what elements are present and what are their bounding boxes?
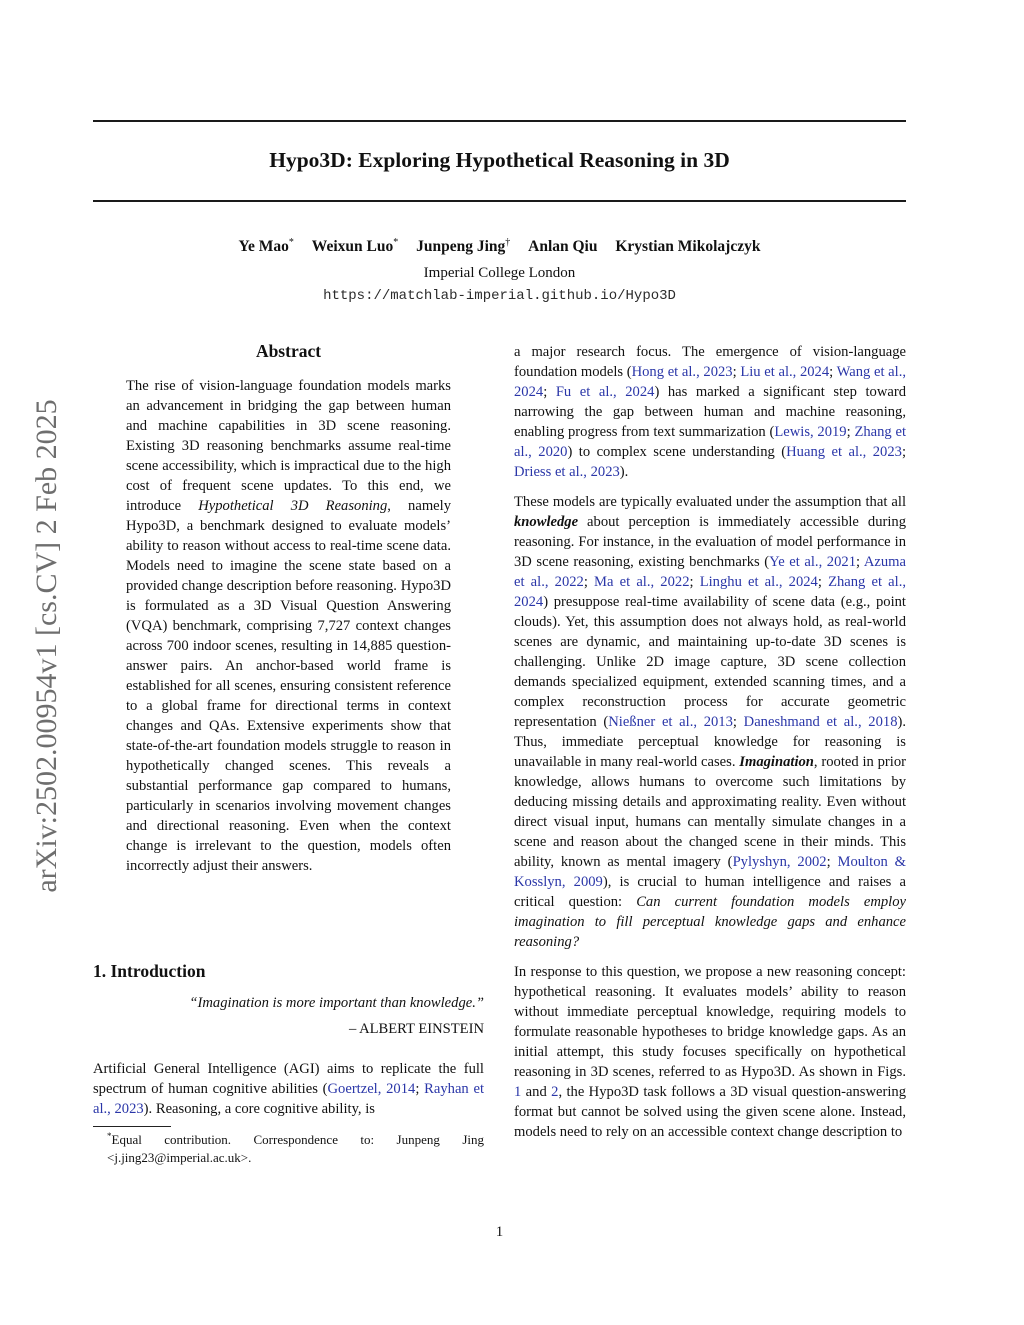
citation-link[interactable]: Daneshmand et al., 2018 bbox=[743, 714, 898, 730]
author: Junpeng Jing† bbox=[416, 237, 511, 255]
citation-link[interactable]: Liu et al., 2024 bbox=[740, 364, 830, 380]
citation-link[interactable]: Wang et al., 2024 bbox=[514, 364, 907, 400]
author: Ye Mao* bbox=[238, 237, 294, 255]
citation-link[interactable]: Rayhan et al., 2023 bbox=[93, 1081, 485, 1117]
epigraph-quote: “Imagination is more important than knowledge.” bbox=[189, 995, 484, 1011]
author: Weixun Luo* bbox=[311, 237, 399, 255]
citation-link[interactable]: Lewis, 2019 bbox=[774, 424, 847, 440]
citation-link[interactable]: Ma et al., 2022 bbox=[594, 574, 690, 590]
paragraph: In response to this question, we propose a new reasoning concept: hypothetical reasoning. It evaluates models’ ability to reason without immediate perceptual knowledge, requiring models to formulate reasonable hypotheses to bridge knowledge gaps. As an initial attempt, this study focuses specifically on hypothetical reasoning in 3D scenes, referred to as Hypo3D. As shown in Figs. 1 and 2, the Hypo3D task follows a 3D visual question-answering format but cannot be solved using the given scene alone. Instead, models need to rely on an accessible context change description to bbox=[514, 964, 906, 1140]
citation-link[interactable]: Driess et al., 2023 bbox=[514, 464, 620, 480]
figure-link[interactable]: 2 bbox=[551, 1084, 559, 1100]
intro-paragraph: Artificial General Intelligence (AGI) aims to replicate the full spectrum of human cognitive abilities (Goertzel, 2014; Rayhan et al., 2023). Reasoning, a core cognitive ability, is bbox=[93, 1061, 485, 1117]
paragraph: a major research focus. The emergence of vision-language foundation models (Hong et al., 2023; Liu et al., 2024; Wang et al., 2024; Fu et al., 2024) has marked a significant step toward narrowing the gap between human and machine reasoning, enabling progress from text summarization (Lewis, 2019; Zhang et al., 2020) to complex scene understanding (Huang et al., 2023; Driess et al., 2023). bbox=[514, 344, 907, 480]
citation-link[interactable]: Nießner et al., 2013 bbox=[608, 714, 733, 730]
title-bottom-rule bbox=[93, 200, 906, 202]
citation-link[interactable]: Zhang et al., 2024 bbox=[514, 574, 906, 610]
page-number: 1 bbox=[495, 1224, 504, 1240]
footnote: *Equal contribution. Correspondence to: Junpeng Jing <j.jing23@imperial.ac.uk>. bbox=[107, 1131, 484, 1165]
citation-link[interactable]: Azuma et al., 2022 bbox=[514, 554, 906, 590]
right-column bbox=[514, 342, 906, 1152]
figure-link[interactable]: 1 bbox=[514, 1084, 522, 1100]
author-list bbox=[93, 236, 906, 258]
citation-link[interactable]: Pylyshyn, 2002 bbox=[732, 854, 827, 870]
citation-link[interactable]: Huang et al., 2023 bbox=[786, 444, 902, 460]
paper-title: Hypo3D: Exploring Hypothetical Reasoning in 3D bbox=[269, 148, 730, 172]
citation-link[interactable]: Goertzel, 2014 bbox=[327, 1081, 416, 1097]
citation-link[interactable]: Ye et al., 2021 bbox=[769, 554, 856, 570]
abstract-text: The rise of vision-language foundation models marks an advancement in bridging the gap between human and machine capabilities in 3D scene reasoning. Existing 3D reasoning benchmarks assume real-time scene accessibility, which is impractical due to the high cost of frequent scene updates. To this end, we introduce Hypothetical 3D Reasoning, namely Hypo3D, a benchmark designed to evaluate models’ ability to reason without access to real-time scene data. Models need to imagine the scene state based on a provided change description before reasoning. Hypo3D is formulated as a 3D Visual Question Answering (VQA) benchmark, comprising 7,727 context changes across 700 indoor scenes, resulting in 14,885 question-answer pairs. An anchor-based world frame is established for all scenes, ensuring consistent reference to a global frame for directional terms in context changes and QAs. Extensive experiments show that state-of-the-art foundation models struggle to reason in hypothetically changed scenes. This reveals a substantial performance gap compared to humans, particularly in scenarios involving movement changes and directional reasoning. Even when the context change is irrelevant to the question, models often incorrectly adjust their answers. bbox=[126, 378, 451, 874]
citation-link[interactable]: Moulton & Kosslyn, 2009 bbox=[514, 854, 906, 890]
author: Krystian Mikolajczyk bbox=[615, 238, 761, 255]
author: Anlan Qiu bbox=[528, 238, 598, 255]
footnote-rule bbox=[93, 1126, 171, 1127]
section-heading-introduction: 1. Introduction bbox=[93, 961, 206, 981]
citation-link[interactable]: Linghu et al., 2024 bbox=[699, 574, 818, 590]
epigraph-author: – ALBERT EINSTEIN bbox=[348, 1021, 484, 1037]
abstract-heading: Abstract bbox=[255, 341, 322, 361]
citation-link[interactable]: Hong et al., 2023 bbox=[631, 364, 733, 380]
arxiv-identifier: arXiv:2502.00954v1 [cs.CV] 2 Feb 2025 bbox=[30, 399, 63, 893]
affiliation: Imperial College London bbox=[423, 265, 576, 281]
citation-link[interactable]: Zhang et al., 2020 bbox=[514, 424, 907, 460]
paragraph: These models are typically evaluated under the assumption that all knowledge about perception is immediately accessible during reasoning. For instance, in the evaluation of model performance in 3D scene reasoning, existing benchmarks (Ye et al., 2021; Azuma et al., 2022; Ma et al., 2022; Linghu et al., 2024; Zhang et al., 2024) presuppose real-time availability of scene data (e.g., point clouds). Yet, this assumption does not always hold, as real-world scenes are dynamic, and maintaining up-to-date 3D scenes is challenging. Unlike 2D image capture, 3D scene collection demands specialized equipment, extended scanning times, and a complex reconstruction process for accurate geometric representation (Nießner et al., 2013; Daneshmand et al., 2018). Thus, immediate perceptual knowledge for reasoning is unavailable in many real-world cases. Imagination, rooted in prior knowledge, allows humans to overcome such limitations by deducing missing details and approximating reality. Even without direct visual input, humans can mentally simulate changes in a scene and reason about the changed scene in their minds. This ability, known as mental imagery (Pylyshyn, 2002; Moulton & Kosslyn, 2009), is crucial to human intelligence and raises a critical question: Can current foundation models employ imagination to fill perceptual knowledge gaps and enhance reasoning? bbox=[514, 494, 907, 950]
project-url-link[interactable]: https://matchlab-imperial.github.io/Hypo3D bbox=[323, 288, 676, 304]
citation-link[interactable]: Fu et al., 2024 bbox=[555, 384, 655, 400]
title-top-rule bbox=[93, 120, 906, 122]
